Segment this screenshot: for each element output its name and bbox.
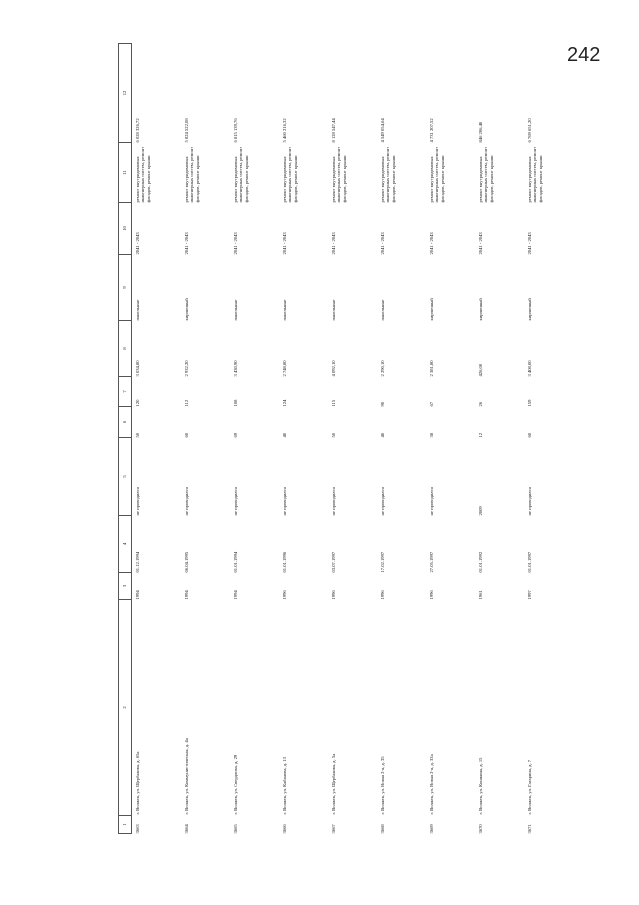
row-number: 3663	[135, 824, 140, 834]
cost-cell: 6 815 139,76	[233, 118, 238, 143]
address-cell: г. Волжск, ул. Щербакова, д. 65а	[135, 751, 140, 815]
cost-cell: 4 731 207,52	[429, 118, 434, 143]
address-cell: г. Волжск, ул. Гагарина, д. 7	[527, 759, 532, 815]
row-number: 3671	[527, 824, 532, 834]
commission-date-cell: 01.01.1994	[233, 551, 238, 573]
cost-cell: 8 128 547,44	[331, 118, 336, 143]
works-cell: ремонт внутридомовых инженерных систем, ремонт фасадов, ремонт крыши	[380, 146, 396, 203]
last-overhaul-cell: не проводился	[380, 487, 385, 516]
column-7-cell: 120	[135, 399, 140, 407]
area-cell: 2 381,80	[429, 360, 434, 377]
table-row	[475, 44, 524, 834]
column-6-cell: 60	[184, 432, 189, 438]
address-cell: г. Волжск, ул. Кошкина, д. 15	[478, 757, 483, 815]
area-cell: 2 290,10	[380, 360, 385, 377]
row-number: 3664	[184, 824, 189, 834]
page-number: 242	[567, 44, 601, 66]
commission-date-cell: 03.07.1997	[331, 551, 336, 573]
planned-period-cell: 2041 - 2043	[429, 232, 434, 255]
commission-date-cell: 01.01.1992	[478, 551, 483, 573]
column-header: 2	[119, 600, 132, 816]
area-cell: 2 748,80	[282, 360, 287, 377]
column-7-cell: 112	[184, 399, 189, 407]
column-header: 8	[119, 321, 132, 377]
table-row	[132, 44, 182, 834]
row-number: 3669	[429, 824, 434, 834]
row-number: 3668	[380, 824, 385, 834]
address-cell: г. Волжск, ул. Свердлова, д. 29	[233, 754, 238, 815]
works-cell: ремонт внутридомовых инженерных систем, ремонт фасадов, ремонт крыши	[282, 146, 298, 203]
commission-date-cell: 27.05.1997	[429, 551, 434, 573]
area-cell: 3 430,90	[233, 360, 238, 377]
column-header: 4	[119, 516, 132, 573]
table-row	[230, 44, 279, 834]
column-6-cell: 40	[380, 432, 385, 438]
table-row	[524, 44, 573, 834]
address-cell: г. Волжск, ул. Новая 2-я, д. 35	[380, 756, 385, 815]
works-cell: ремонт внутридомовых инженерных систем, ремонт фасадов, ремонт крыши	[233, 146, 249, 203]
column-7-cell: 26	[478, 401, 483, 407]
table-row	[181, 44, 230, 834]
last-overhaul-cell: не проводился	[331, 487, 336, 516]
table-row	[328, 44, 377, 834]
rotated-table-container	[118, 44, 543, 834]
column-7-cell: 90	[380, 401, 385, 407]
column-header: 6	[119, 407, 132, 438]
last-overhaul-cell: не проводился	[429, 487, 434, 516]
wall-material-cell: панельные	[233, 299, 238, 321]
last-overhaul-cell: не проводился	[527, 487, 532, 516]
year-built-cell: 1961	[478, 590, 483, 600]
column-6-cell: 60	[527, 432, 532, 438]
area-cell: 3 408,00	[527, 360, 532, 377]
last-overhaul-cell: не проводился	[282, 487, 287, 516]
cost-cell: 6 028 326,72	[135, 118, 140, 143]
last-overhaul-cell: не проводился	[233, 487, 238, 516]
column-7-cell: 124	[282, 399, 287, 407]
table-row	[279, 44, 328, 834]
year-built-cell: 1996	[429, 590, 434, 600]
table-body	[132, 44, 574, 834]
commission-date-cell: 17.02.1997	[380, 551, 385, 573]
header-row	[119, 44, 132, 834]
area-cell: 3 034,80	[135, 360, 140, 377]
area-cell: 4 092,10	[331, 360, 336, 377]
column-header: 11	[119, 143, 132, 203]
cost-cell: 5 824 522,08	[184, 118, 189, 143]
year-built-cell: 1997	[527, 590, 532, 600]
commission-date-cell: 06.04.1995	[184, 551, 189, 573]
wall-material-cell: кирпичный	[478, 298, 483, 321]
planned-period-cell: 2041 - 2043	[282, 232, 287, 255]
column-6-cell: 50	[135, 432, 140, 438]
column-header: 10	[119, 203, 132, 255]
works-cell: ремонт внутридомовых инженерных систем, ремонт фасадов, ремонт крыши	[478, 146, 494, 203]
column-6-cell: 12	[478, 432, 483, 438]
address-cell: г. Волжск, ул. Коммунистическая, д. 4а	[184, 738, 189, 815]
column-7-cell: 67	[429, 401, 434, 407]
planned-period-cell: 2041 - 2043	[478, 232, 483, 255]
wall-material-cell: кирпичный	[527, 298, 532, 321]
planned-period-cell: 2041 - 2043	[380, 232, 385, 255]
cost-cell: 846 206,40	[478, 121, 483, 143]
wall-material-cell: панельные	[380, 299, 385, 321]
planned-period-cell: 2041 - 2043	[527, 232, 532, 255]
last-overhaul-cell: 2009	[478, 506, 483, 516]
wall-material-cell: панельные	[135, 299, 140, 321]
last-overhaul-cell: не проводился	[184, 487, 189, 516]
planned-period-cell: 2041 - 2043	[331, 232, 336, 255]
commission-date-cell: 01.01.1996	[282, 551, 287, 573]
column-7-cell: 115	[331, 399, 336, 407]
cost-cell: 6 769 651,20	[527, 118, 532, 143]
column-header: 9	[119, 255, 132, 321]
works-cell: ремонт внутридомовых инженерных систем, ремонт фасадов, ремонт крыши	[429, 146, 445, 203]
column-6-cell: 50	[331, 432, 336, 438]
year-built-cell: 1994	[233, 590, 238, 600]
wall-material-cell: панельные	[282, 299, 287, 321]
year-built-cell: 1996	[331, 590, 336, 600]
column-7-cell: 108	[233, 399, 238, 407]
commission-date-cell: 01.12.1994	[135, 551, 140, 573]
column-6-cell: 69	[233, 432, 238, 438]
area-cell: 426,00	[478, 363, 483, 377]
column-header: 5	[119, 438, 132, 516]
planned-period-cell: 2041 - 2043	[135, 232, 140, 255]
column-header: 12	[119, 44, 132, 143]
address-cell: г. Волжск, ул. Кабанова, д. 13	[282, 757, 287, 815]
planned-period-cell: 2041 - 2043	[233, 232, 238, 255]
planned-period-cell: 2041 - 2043	[184, 232, 189, 255]
area-cell: 2 932,20	[184, 360, 189, 377]
cost-cell: 4 549 054,64	[380, 118, 385, 143]
column-7-cell: 159	[527, 399, 532, 407]
table-row	[377, 44, 426, 834]
column-header: 7	[119, 377, 132, 407]
last-overhaul-cell: не проводился	[135, 487, 140, 516]
row-number: 3665	[233, 824, 238, 834]
row-number: 3666	[282, 824, 287, 834]
wall-material-cell: кирпичный	[184, 298, 189, 321]
column-6-cell: 38	[429, 432, 434, 438]
year-built-cell: 1994	[184, 590, 189, 600]
column-header: 3	[119, 573, 132, 600]
column-6-cell: 40	[282, 432, 287, 438]
address-cell: г. Волжск, ул. Новая 2-я, д. 33а	[429, 754, 434, 815]
row-number: 3670	[478, 824, 483, 834]
register-table	[118, 43, 573, 834]
works-cell: ремонт внутридомовых инженерных систем, ремонт фасадов, ремонт крыши	[184, 146, 200, 203]
row-number: 3667	[331, 824, 336, 834]
year-built-cell: 1994	[135, 590, 140, 600]
cost-cell: 5 460 216,32	[282, 118, 287, 143]
column-header: 1	[119, 816, 132, 834]
year-built-cell: 1996	[380, 590, 385, 600]
works-cell: ремонт внутридомовых инженерных систем, ремонт фасадов, ремонт крыши	[527, 146, 543, 203]
commission-date-cell: 01.01.1997	[527, 551, 532, 573]
year-built-cell: 1996	[282, 590, 287, 600]
wall-material-cell: панельные	[331, 299, 336, 321]
works-cell: ремонт внутридомовых инженерных систем, ремонт фасадов, ремонт крыши	[135, 146, 151, 203]
wall-material-cell: кирпичный	[429, 298, 434, 321]
address-cell: г. Волжск, ул. Щербакова, д. 5а	[331, 753, 336, 815]
works-cell: ремонт внутридомовых инженерных систем, ремонт фасадов, ремонт крыши	[331, 146, 347, 203]
table-row	[426, 44, 475, 834]
